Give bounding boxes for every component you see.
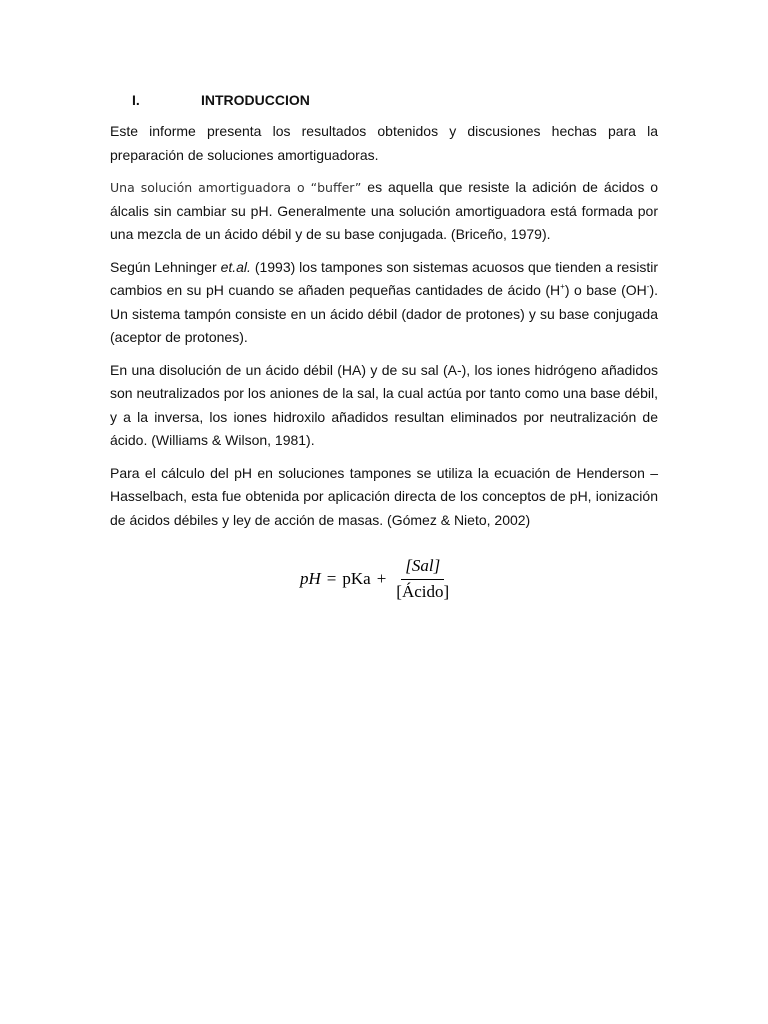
formula-fraction (392, 556, 453, 602)
paragraph-3-etal: et.al. (220, 258, 251, 275)
formula-term: pKa (342, 569, 371, 588)
section-number: I. (132, 92, 140, 108)
document-page (110, 90, 658, 541)
paragraph-2-lead: Una solución amortiguadora o “buffer” (110, 180, 362, 195)
paragraph-3-part-a: Según Lehninger (110, 258, 221, 275)
paragraph-2 (110, 176, 658, 247)
paragraph-3 (110, 256, 658, 350)
hydrogen-ion-superscript: + (560, 282, 565, 291)
hydroxide-ion-superscript: - (646, 282, 650, 291)
paragraph-3-part-d: ). Un sistema tampón consiste en un ácido débil (dador de protones) y su base conjugada (aceptor de protones). (110, 282, 658, 345)
formula-numerator: [Sal] (401, 556, 444, 580)
paragraph-3-part-b: (1993) los tampones son sistemas acuosos que tienden a resistir cambios en su pH cuando se añaden pequeñas cantidades de ácido (H (110, 258, 658, 298)
paragraph-1: Este informe presenta los resultados obtenidos y discusiones hechas para la preparación de soluciones amortiguadoras. (110, 123, 658, 163)
formula-lhs: pH (300, 569, 321, 588)
henderson-hasselbach-formula (300, 556, 453, 602)
paragraph-5: Para el cálculo del pH en soluciones tampones se utiliza la ecuación de Henderson – Hasselbach, esta fue obtenida por aplicación directa de los conceptos de pH, ionización de ácidos débiles y ley de acción de masas. (Gómez & Nieto, 2002) (110, 464, 658, 528)
paragraph-3-part-c: ) o base (OH (564, 282, 647, 298)
formula-denominator: [Ácido] (396, 582, 450, 601)
paragraph-4: En una disolución de un ácido débil (HA) y de su sal (A-), los iones hidrógeno añadidos son neutralizados por los aniones de la sal, la cual actúa por tanto como una base débil, y a la inversa, los iones hidroxilo añadidos resultan eliminados por neutralización de ácido. (Williams & Wilson, 1981). (110, 361, 658, 448)
formula-equals: = (326, 569, 337, 588)
section-title: INTRODUCCION (201, 92, 310, 108)
paragraph-2-rest: es aquella que resiste la adición de ácidos o álcalis sin cambiar su pH. Generalmente una solución amortiguadora está formada por una mezcla de un ácido débil y de su base conjugada. (Briceño, 1979). (110, 179, 658, 242)
section-heading (110, 90, 658, 110)
formula-plus: + (376, 569, 387, 588)
